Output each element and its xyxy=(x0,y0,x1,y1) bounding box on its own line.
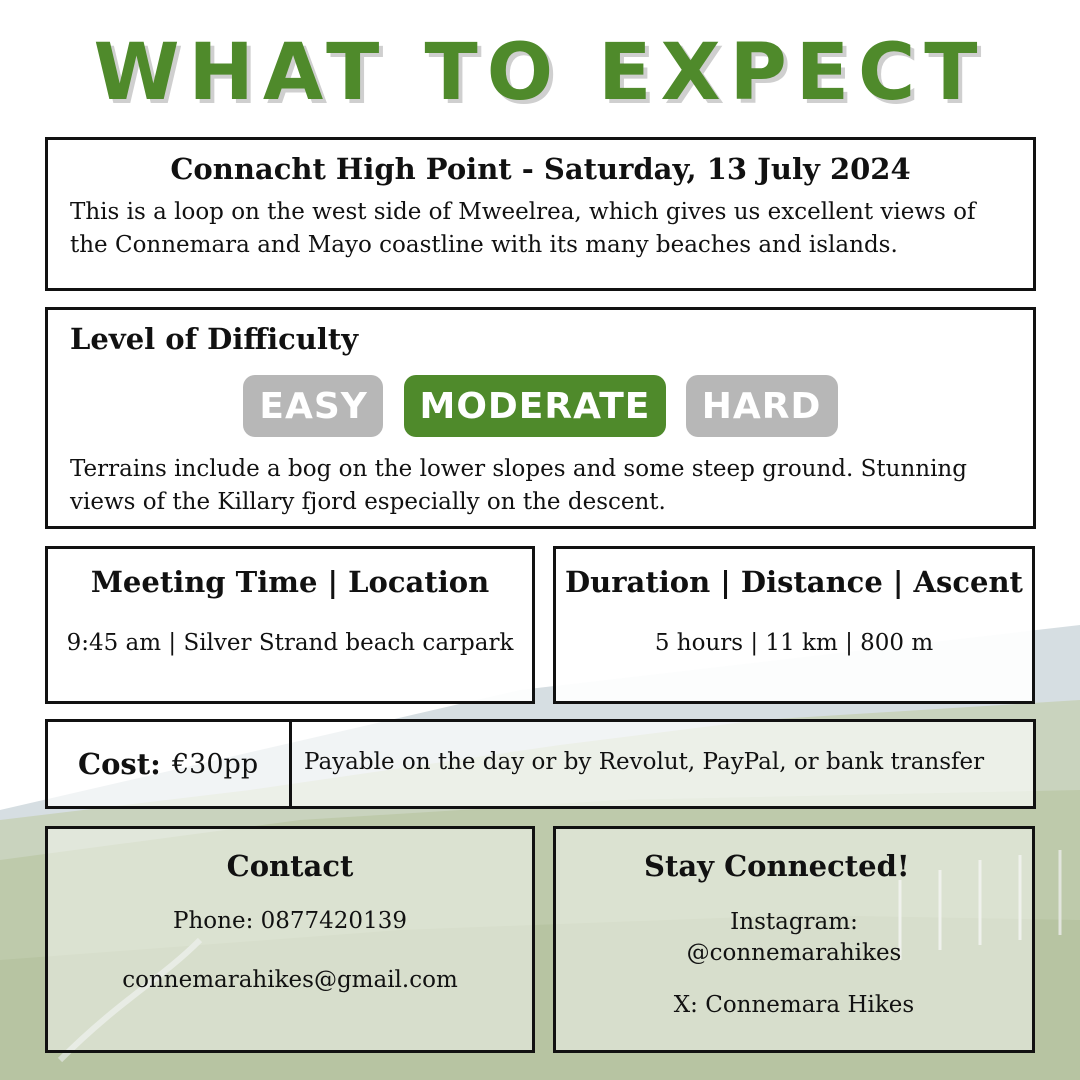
social-section xyxy=(553,826,1035,1053)
meeting-value: 9:45 am | Silver Strand beach carpark xyxy=(66,630,514,656)
page-title: WHAT TO EXPECT xyxy=(93,28,987,118)
difficulty-section xyxy=(45,307,1036,529)
event-description: This is a loop on the west side of Mweelrea, which gives us excellent views of the Connemara and Mayo coastline with its many beaches and islands. xyxy=(70,199,976,258)
difficulty-description: Terrains include a bog on the lower slopes and some steep ground. Stunning views of the Killary fjord especially on the descent. xyxy=(70,456,967,515)
event-section xyxy=(45,137,1036,291)
duration-value: 5 hours | 11 km | 800 m xyxy=(654,630,934,656)
social-heading: Stay Connected! xyxy=(644,849,910,883)
meeting-heading: Meeting Time | Location xyxy=(90,565,490,599)
social-instagram-handle[interactable]: @connemarahikes xyxy=(686,940,902,966)
cost-section xyxy=(45,719,1036,809)
cost-label-cell xyxy=(48,722,292,806)
duration-section xyxy=(553,546,1035,704)
contact-phone: Phone: 0877420139 xyxy=(173,908,407,934)
difficulty-easy-badge: EASY xyxy=(243,375,383,437)
contact-email[interactable]: connemarahikes@gmail.com xyxy=(122,967,458,993)
cost-payment: Payable on the day or by Revolut, PayPal, or bank transfer xyxy=(304,749,985,775)
difficulty-moderate-badge: MODERATE xyxy=(404,375,666,437)
social-x[interactable]: X: Connemara Hikes xyxy=(673,992,915,1018)
cost-label: Cost: xyxy=(78,747,161,781)
difficulty-hard-badge: HARD xyxy=(686,375,838,437)
event-heading: Connacht High Point - Saturday, 13 July 2024 xyxy=(170,152,911,186)
cost-amount: €30pp xyxy=(172,749,259,780)
duration-heading: Duration | Distance | Ascent xyxy=(565,565,1023,599)
difficulty-heading: Level of Difficulty xyxy=(70,322,359,356)
social-instagram-label: Instagram: xyxy=(730,909,858,935)
difficulty-levels xyxy=(48,375,1033,437)
contact-heading: Contact xyxy=(226,849,354,883)
contact-section xyxy=(45,826,535,1053)
meeting-section xyxy=(45,546,535,704)
